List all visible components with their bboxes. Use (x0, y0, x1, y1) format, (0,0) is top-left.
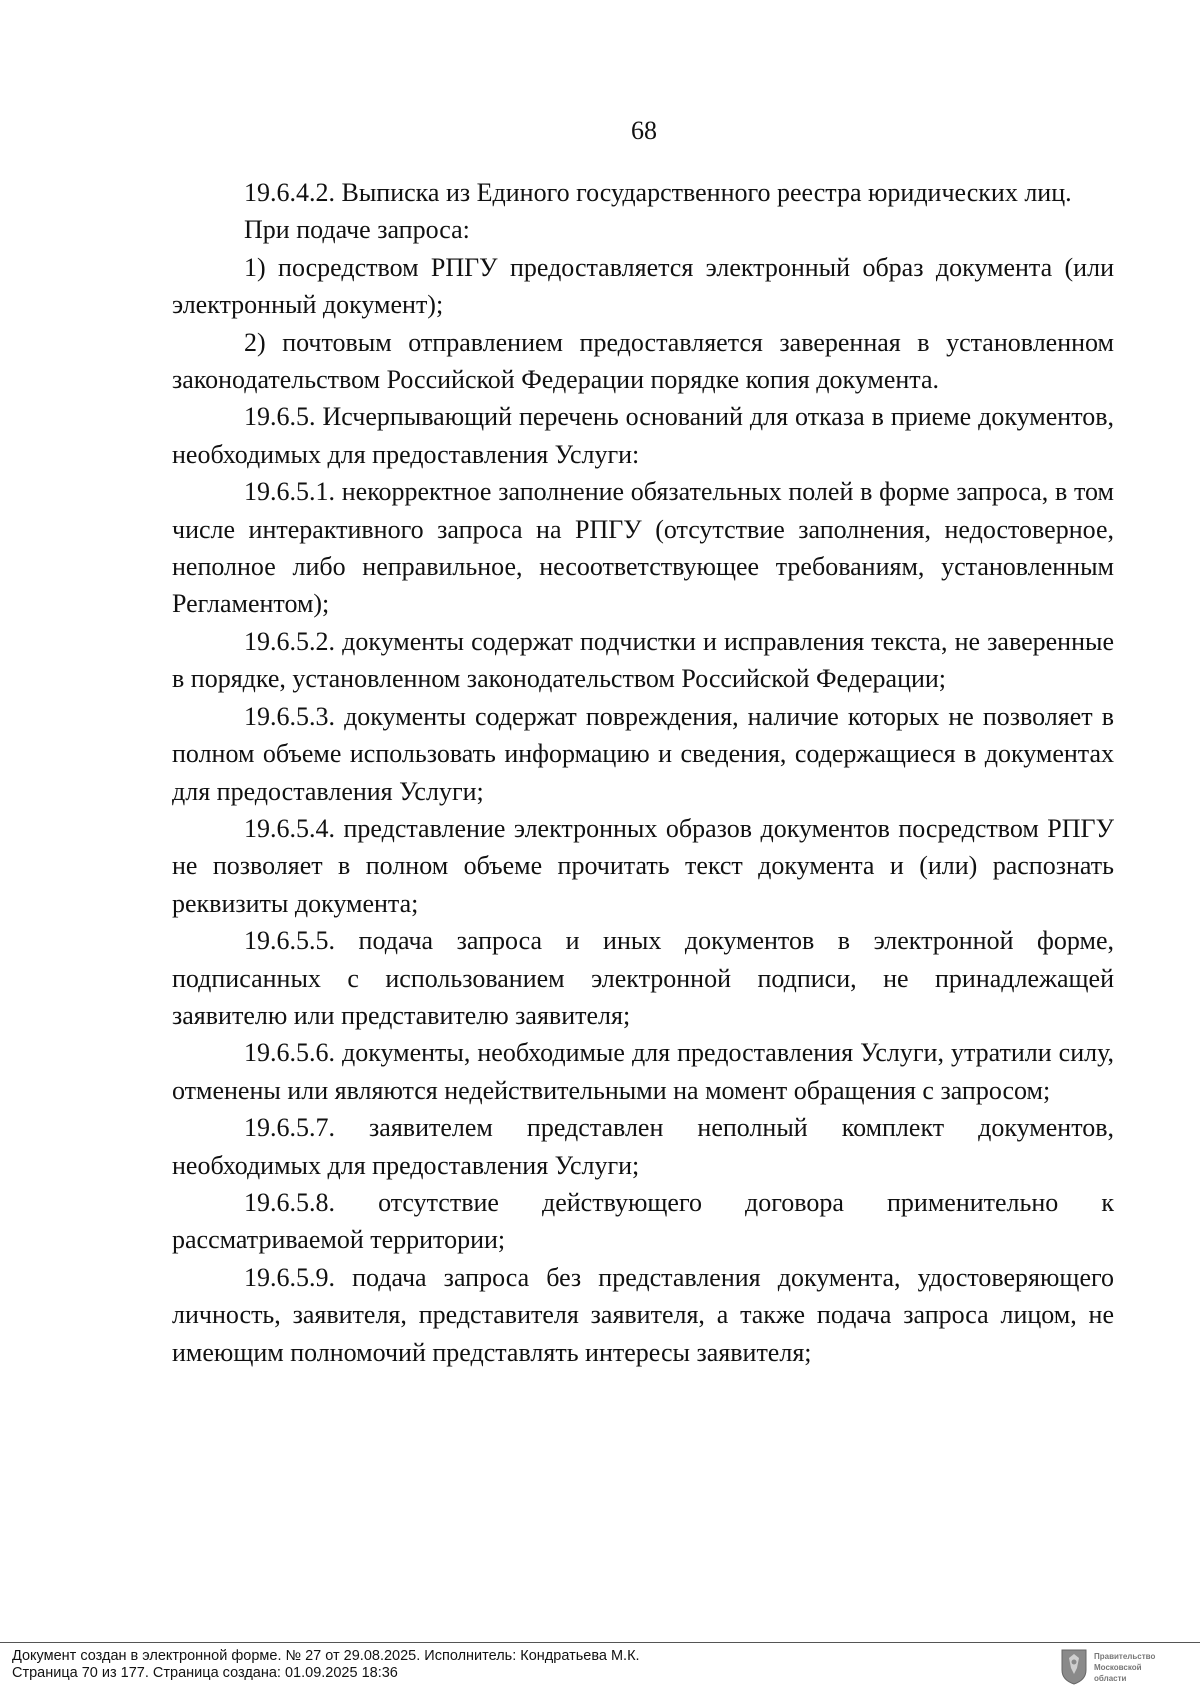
paragraph-19-6-5-6: 19.6.5.6. документы, необходимые для предоставления Услуги, утратили силу, отменены или являются недействительными на момент обращения с запросом; (172, 1038, 1114, 1105)
paragraph-19-6-5-1: 19.6.5.1. некорректное заполнение обязательных полей в форме запроса, в том числе интерактивного запроса на РПГУ (отсутствие заполнения, недостоверное, неполное либо неправильное, несоответствующее требованиям, установленным Регламентом); (172, 477, 1114, 619)
paragraph-19-6-5-5: 19.6.5.5. подача запроса и иных документов в электронной форме, подписанных с использованием электронной подписи, не принадлежащей заявителю или представителю заявителя; (172, 926, 1114, 1030)
footer-line-1: Документ создан в электронной форме. № 27 от 29.08.2025. Исполнитель: Кондратьева М.К. (12, 1648, 640, 1664)
paragraph-19-6-4-2: 19.6.4.2. Выписка из Единого государственного реестра юридических лиц. (244, 178, 1072, 207)
coat-of-arms-icon (1060, 1648, 1088, 1686)
paragraph-19-6-5-7: 19.6.5.7. заявителем представлен неполный комплект документов, необходимых для предоставления Услуги; (172, 1113, 1114, 1180)
paragraph-request-intro: При подаче запроса: (244, 215, 470, 245)
document-body (172, 174, 1114, 1371)
footer-line-2: Страница 70 из 177. Страница создана: 01.09.2025 18:36 (12, 1665, 398, 1681)
paragraph-19-6-5-8: 19.6.5.8. отсутствие действующего договора применительно к рассматриваемой территории; (172, 1187, 1114, 1255)
footer (12, 1648, 640, 1682)
government-seal (1060, 1648, 1174, 1686)
page-number: 68 (631, 116, 657, 145)
paragraph-19-6-5-4: 19.6.5.4. представление электронных образов документов посредством РПГУ не позволяет в полном объеме прочитать текст документа и (или) распознать реквизиты документа; (172, 813, 1114, 918)
paragraph-item-1: 1) посредством РПГУ предоставляется электронный образ документа (или электронный документ); (172, 252, 1114, 320)
footer-divider (0, 1642, 1200, 1643)
paragraph-19-6-5-2: 19.6.5.2. документы содержат подчистки и исправления текста, не заверенные в порядке, установленном законодательством Российской Федерации; (172, 626, 1114, 694)
paragraph-item-2: 2) почтовым отправлением предоставляется заверенная в установленном законодательством Российской Федерации порядке копия документа. (172, 327, 1114, 395)
paragraph-19-6-5: 19.6.5. Исчерпывающий перечень оснований для отказа в приеме документов, необходимых для предоставления Услуги: (172, 402, 1114, 469)
paragraph-19-6-5-9: 19.6.5.9. подача запроса без представления документа, удостоверяющего личность, заявителя, представителя заявителя, а также подача запроса лицом, не имеющим полномочий представлять интересы заявителя; (172, 1262, 1114, 1367)
seal-label: Правительство Московской области (1094, 1651, 1156, 1683)
paragraph-19-6-5-3: 19.6.5.3. документы содержат повреждения, наличие которых не позволяет в полном объеме использовать информацию и сведения, содержащиеся в документах для предоставления Услуги; (172, 701, 1114, 806)
